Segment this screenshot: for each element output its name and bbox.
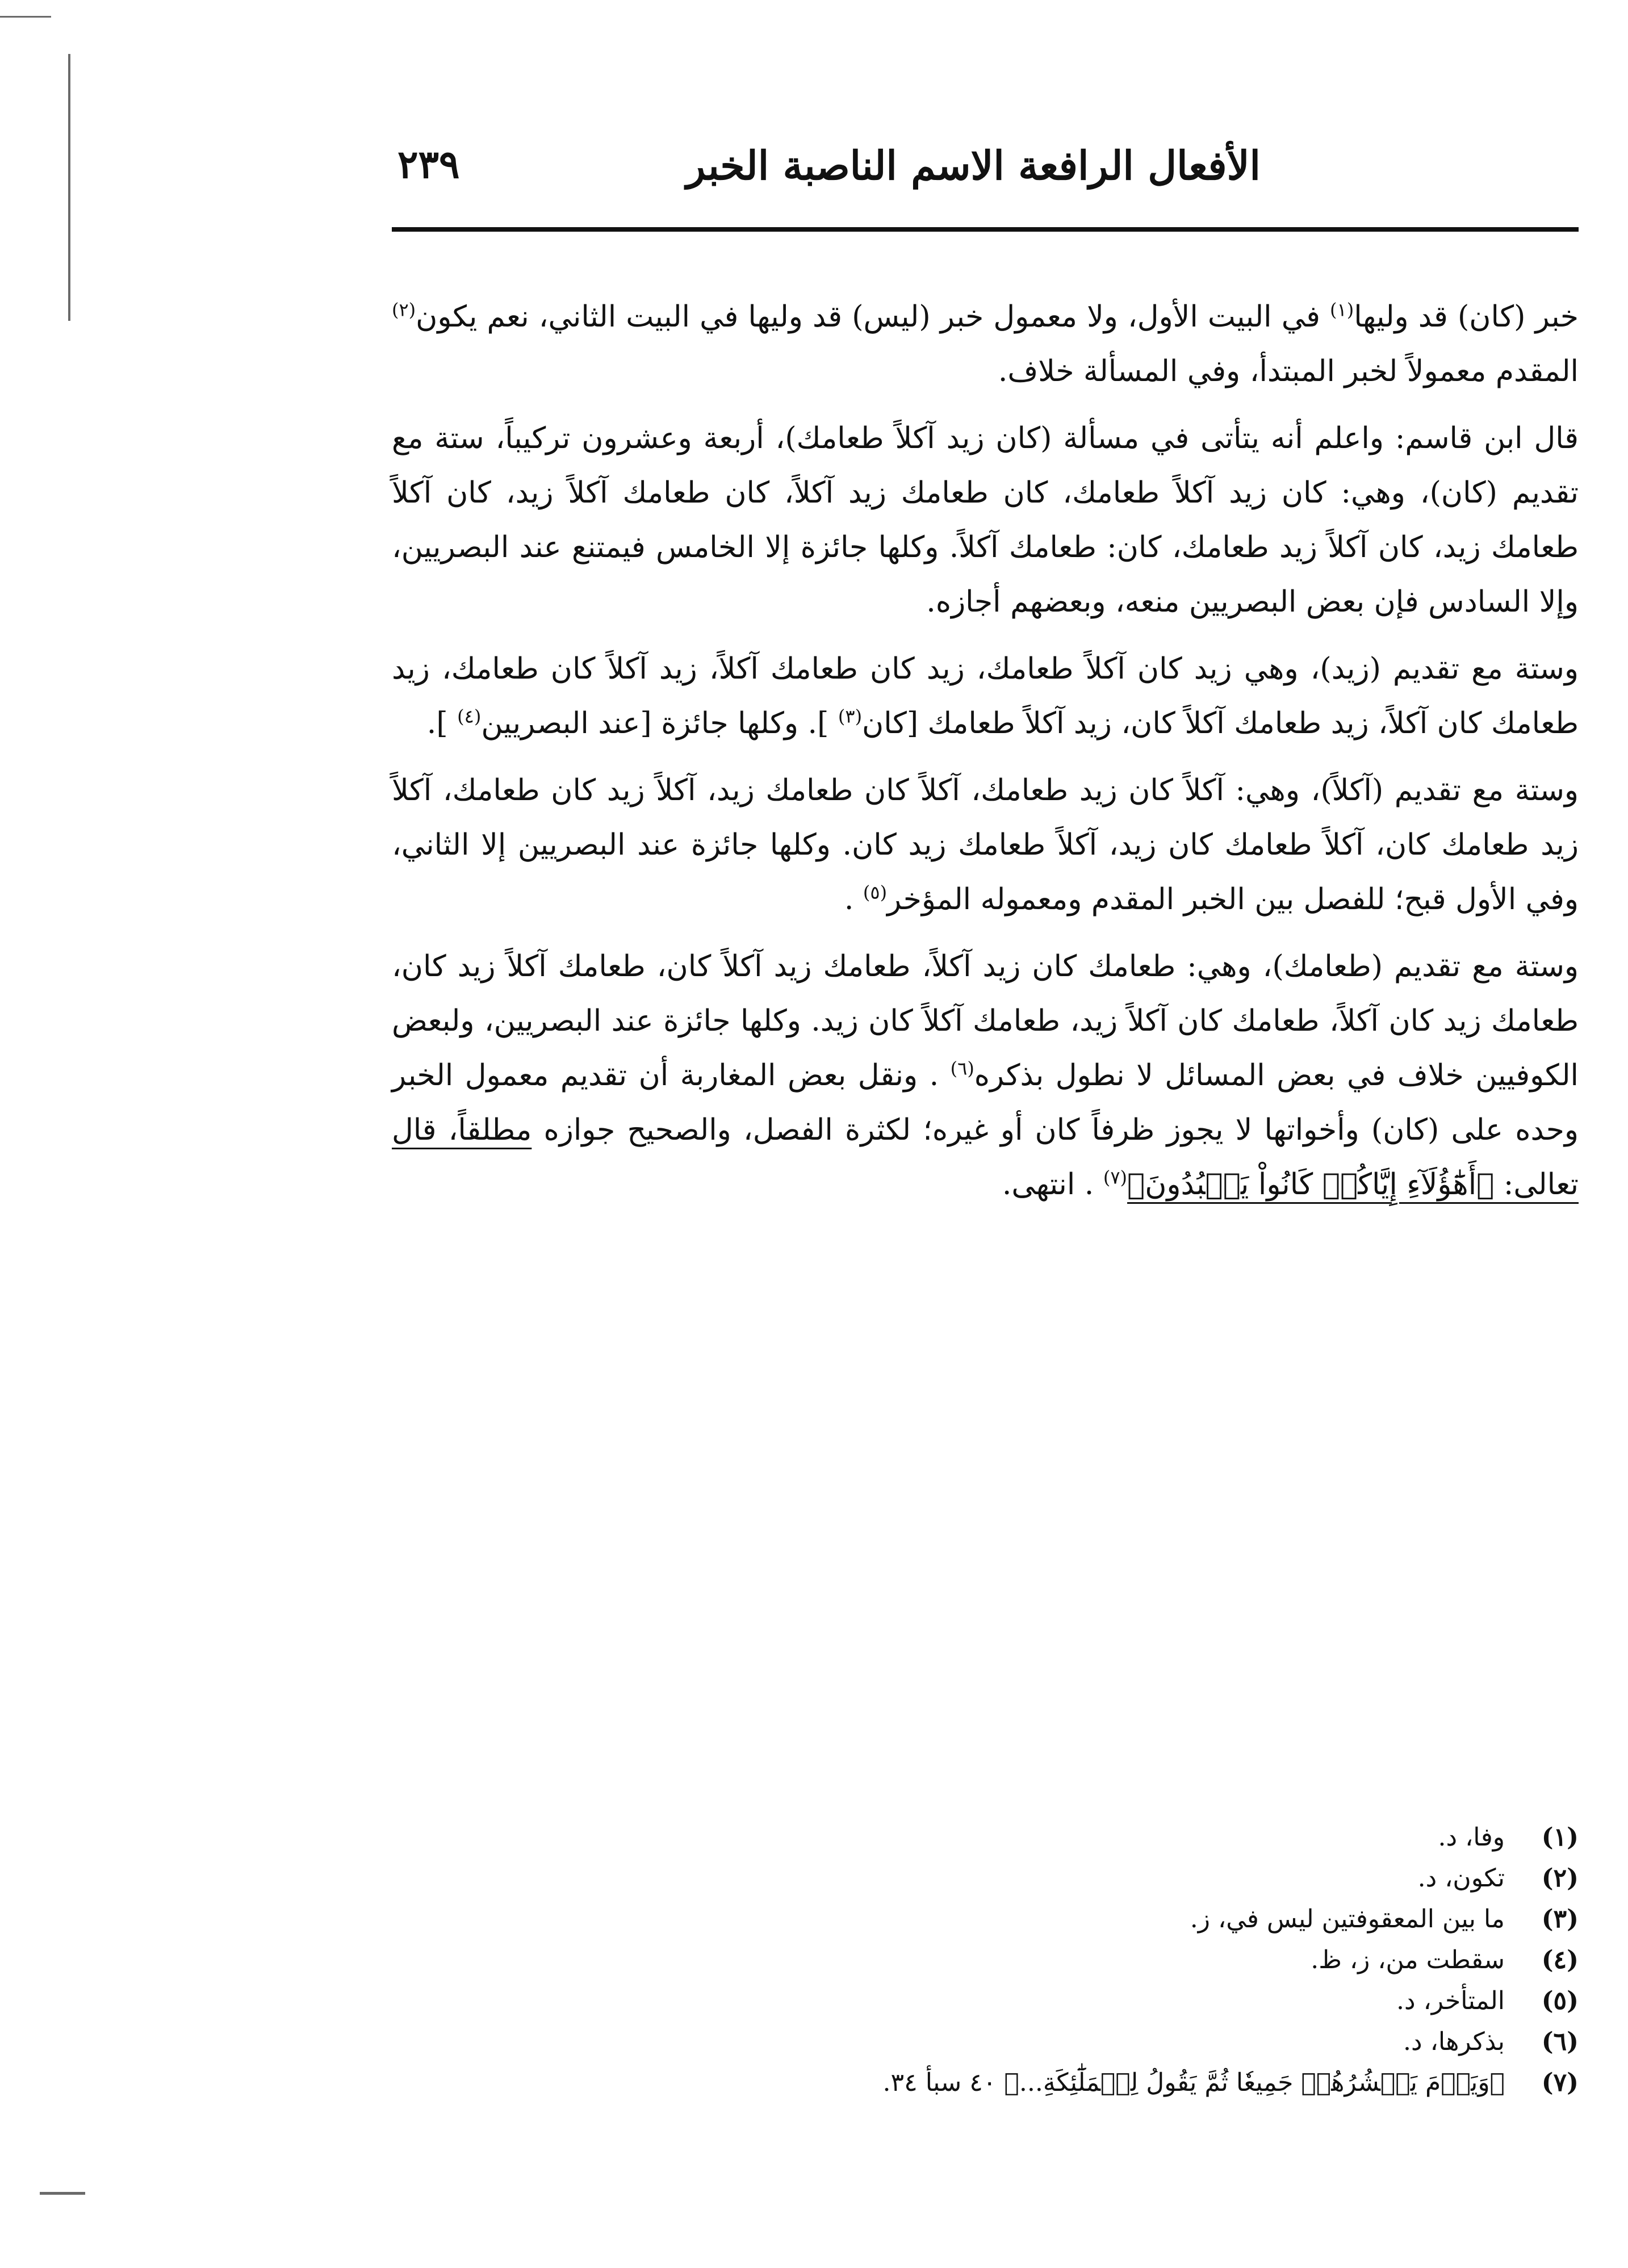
footnotes xyxy=(392,1817,1579,2103)
footnote-5-mark: (٥) xyxy=(1541,1986,1579,2015)
paragraph-5-text-middle: . ونقل بعض المغاربة أن تقديم معمول الخبر وحده على (كان) وأخواتها لا يجوز ظرفاً كان أو غيره؛ لكثرة الفصل، والصحيح جوازه xyxy=(392,1058,1579,1147)
footnote-1 xyxy=(392,1817,1579,1858)
footnote-1-text: وفا، د. xyxy=(1438,1823,1505,1852)
footnote-7-text: ﴿وَيَوۡمَ يَحۡشُرُهُمۡ جَمِيعٗا ثُمَّ يَقُولُ لِلۡمَلَٰٓئِكَةِ...﴾ ٤٠ سبأ ٣٤. xyxy=(882,2068,1505,2097)
footnote-6-mark: (٦) xyxy=(1541,2027,1579,2056)
footnote-3-mark: (٣) xyxy=(1541,1905,1579,1934)
footnote-ref-5: (٥) xyxy=(863,881,888,903)
footnote-4-text: سقطت من، ز، ظ. xyxy=(1311,1945,1505,1974)
paragraph-4-text-start: وستة مع تقديم (آكلاً)، وهي: آكلاً كان زيد طعامك، آكلاً كان طعامك زيد، آكلاً زيد كان طعامك، آكلاً زيد طعامك كان، آكلاً طعامك كان زيد، آكلاً طعامك زيد كان. وكلها جائزة عند البصريين إلا الثاني، وفي الأول قبح؛ للفصل بين الخبر المقدم ومعموله المؤخر xyxy=(392,773,1579,917)
footnote-ref-2: (٢) xyxy=(392,299,416,321)
running-header xyxy=(392,131,1579,204)
footnote-2-text: تكون، د. xyxy=(1417,1864,1505,1893)
footnote-1-mark: (١) xyxy=(1541,1823,1579,1852)
footnote-3-text: ما بين المعقوفتين ليس في، ز. xyxy=(1190,1905,1505,1934)
chapter-title: الأفعال الرافعة الاسم الناصبة الخبر xyxy=(686,142,1261,189)
footnote-ref-6: (٦) xyxy=(950,1057,974,1079)
paragraph-3-text-end: ]. xyxy=(426,706,458,740)
footnote-6-text: بذكرها، د. xyxy=(1403,2027,1505,2056)
book-page xyxy=(392,131,1579,2097)
scan-edge-mark-bottom xyxy=(40,2192,85,2195)
paragraph-5 xyxy=(392,939,1579,1212)
footnote-ref-7: (٧) xyxy=(1103,1166,1128,1189)
scan-edge-mark-top xyxy=(0,16,51,18)
paragraph-2: قال ابن قاسم: واعلم أنه يتأتى في مسألة (كان زيد آكلاً طعامك)، أربعة وعشرون تركيباً، ستة مع تقديم (كان)، وهي: كان زيد آكلاً طعامك، كان طعامك زيد آكلاً، كان طعامك آكلاً زيد، كان آكلاً طعامك زيد، كان آكلاً زيد طعامك، كان: طعامك آكلاً. وكلها جائزة إلا الخامس فيمتنع عند البصريين، وإلا السادس فإن بعض البصريين منعه، وبعضهم أجازه. xyxy=(392,421,1579,619)
paragraph-3-text-start: وستة مع تقديم (زيد)، وهي زيد كان آكلاً طعامك، زيد كان طعامك آكلاً، زيد آكلاً كان طعامك، زيد طعامك كان آكلاً، زيد طعامك آكلاً كان، زيد آكلاً طعامك [كان xyxy=(392,652,1579,740)
paragraph-3-text-middle: ]. وكلها جائزة [عند البصريين xyxy=(481,706,838,740)
paragraph-1-text-middle: في البيت الأول، ولا معمول خبر (ليس) قد وليها في البيت الثاني، نعم يكون xyxy=(416,300,1330,334)
footnote-7 xyxy=(392,2062,1579,2103)
scan-edge-mark-left xyxy=(68,54,70,321)
paragraph-4 xyxy=(392,763,1579,927)
paragraph-1-text-end: المقدم معمولاً لخبر المبتدأ، وفي المسألة خلاف. xyxy=(998,354,1579,388)
footnote-4 xyxy=(392,1940,1579,1981)
paragraph-5-text-start: وستة مع تقديم (طعامك)، وهي: طعامك كان زيد آكلاً، طعامك زيد آكلاً كان، طعامك آكلاً زيد كان، طعامك زيد كان آكلاً، طعامك كان آكلاً زيد، طعامك آكلاً كان زيد. وكلها جائزة عند البصريين، ولبعض الكوفيين خلاف في بعض المسائل لا نطول بذكره xyxy=(392,949,1579,1093)
footnote-ref-3: (٣) xyxy=(838,705,863,727)
quranic-quote: مطلقاً، قال تعالى: ﴿أَهَٰٓؤُلَآءِ إِيَّاكُمۡ كَانُواْ يَعۡبُدُونَ﴾ xyxy=(392,1113,1579,1202)
paragraph-4-text-end: . xyxy=(844,882,863,917)
footnote-2 xyxy=(392,1858,1579,1899)
footnote-7-mark: (٧) xyxy=(1541,2068,1579,2097)
footnote-ref-1: (١) xyxy=(1330,299,1354,321)
paragraph-5-text-end: . انتهى. xyxy=(1002,1168,1103,1202)
footnote-2-mark: (٢) xyxy=(1541,1864,1579,1893)
page-number: ٢٣٩ xyxy=(397,142,460,187)
paragraph-3 xyxy=(392,642,1579,751)
main-text xyxy=(392,290,1579,1224)
header-rule xyxy=(392,227,1579,232)
paragraph-1 xyxy=(392,290,1579,399)
footnote-ref-4: (٤) xyxy=(457,705,482,727)
footnote-6 xyxy=(392,2022,1579,2062)
footnote-5-text: المتأخر، د. xyxy=(1396,1986,1505,2015)
footnote-5 xyxy=(392,1981,1579,2022)
paragraph-1-text-start: خبر (كان) قد وليها xyxy=(1354,300,1579,334)
footnote-4-mark: (٤) xyxy=(1541,1945,1579,1974)
footnote-3 xyxy=(392,1899,1579,1940)
